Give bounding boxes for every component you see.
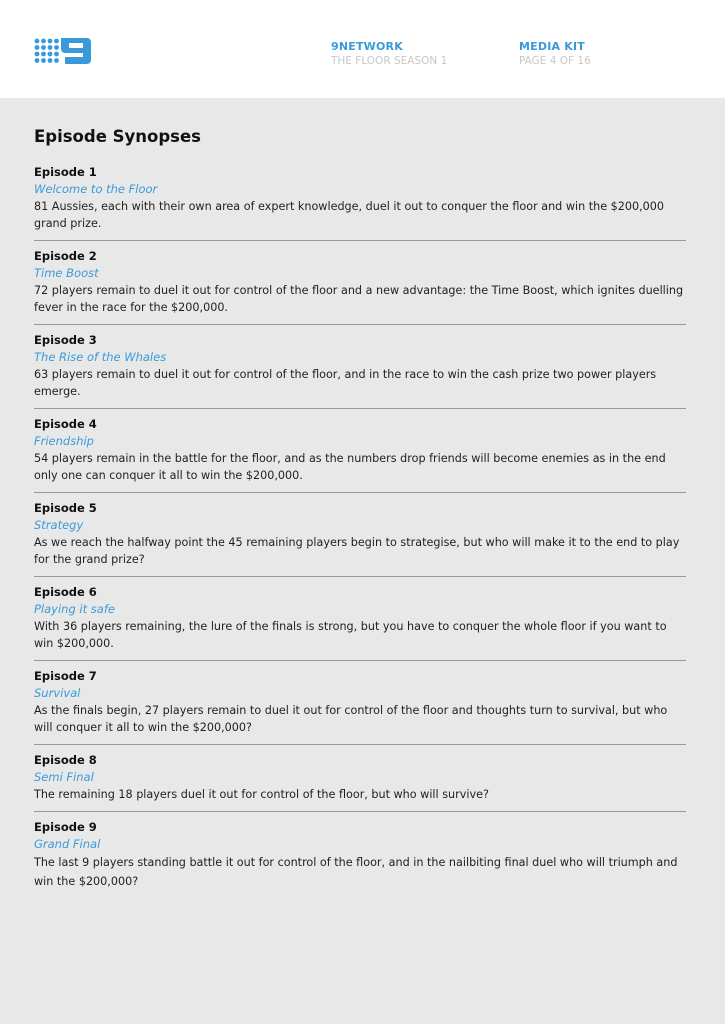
episode-number: Episode 9 [34,820,97,834]
episode-description: The remaining 18 players duel it out for control of the floor, but who will survive? [34,788,489,801]
episode-number: Episode 4 [34,417,97,431]
episode-item [34,668,686,745]
header-mediakit-label: MEDIA KIT [519,40,585,53]
episode-description: The last 9 players standing battle it out for control of the floor, and in the nailbiting final duel who will triumph and win the $200,000? [34,856,678,888]
page-title: Episode Synopses [34,127,202,146]
episode-item [34,752,686,812]
episode-description: As the finals begin, 27 players remain to duel it out for control of the floor and thoughts turn to survival, but who will conquer it all to win the $200,000? [34,704,668,734]
episode-number: Episode 3 [34,333,97,347]
episode-number: Episode 6 [34,585,97,599]
episode-description: As we reach the halfway point the 45 remaining players begin to strategise, but who will make it to the end to play for the grand prize? [34,536,680,566]
episode-title: Friendship [34,434,94,448]
episode-description: 63 players remain to duel it out for control of the floor, and in the race to win the cash prize two power players emerge. [34,368,657,398]
episode-description: With 36 players remaining, the lure of the finals is strong, but you have to conquer the whole floor if you want to win $200,000. [34,620,667,650]
episode-title: Welcome to the Floor [34,182,158,196]
episode-title: Strategy [34,518,84,532]
episode-item [34,500,686,577]
episode-item [34,584,686,661]
header-network-block [331,40,447,68]
episode-description: 72 players remain to duel it out for control of the floor and a new advantage: the Time Boost, which ignites duelling fever in the race for the $200,000. [34,284,684,314]
header-show-label: THE FLOOR SEASON 1 [331,55,448,67]
episode-number: Episode 5 [34,501,97,515]
header-mediakit-block [519,40,591,68]
episode-synopses-section [34,126,686,906]
episode-number: Episode 8 [34,753,97,767]
episode-number: Episode 7 [34,669,97,683]
episode-description: 81 Aussies, each with their own area of expert knowledge, duel it out to conquer the floor and win the $200,000 grand prize. [34,200,665,230]
episode-title: Semi Final [34,770,94,784]
page-header [0,0,725,98]
episode-item [34,248,686,325]
episode-title: Grand Final [34,837,101,851]
episode-item [34,164,686,241]
episode-description: 54 players remain in the battle for the floor, and as the numbers drop friends will become enemies as in the end only one can conquer it all to win the $200,000. [34,452,666,482]
episode-item [34,332,686,409]
episode-number: Episode 1 [34,165,97,179]
episode-title: The Rise of the Whales [34,350,167,364]
nine-network-logo-icon [34,38,92,64]
header-page-number: PAGE 4 OF 16 [519,55,591,67]
episode-title: Survival [34,686,81,700]
episode-title: Time Boost [34,266,99,280]
episode-title: Playing it safe [34,602,115,616]
episode-number: Episode 2 [34,249,97,263]
episode-item [34,416,686,493]
episode-item [34,819,686,899]
header-network-label: 9NETWORK [331,40,403,53]
